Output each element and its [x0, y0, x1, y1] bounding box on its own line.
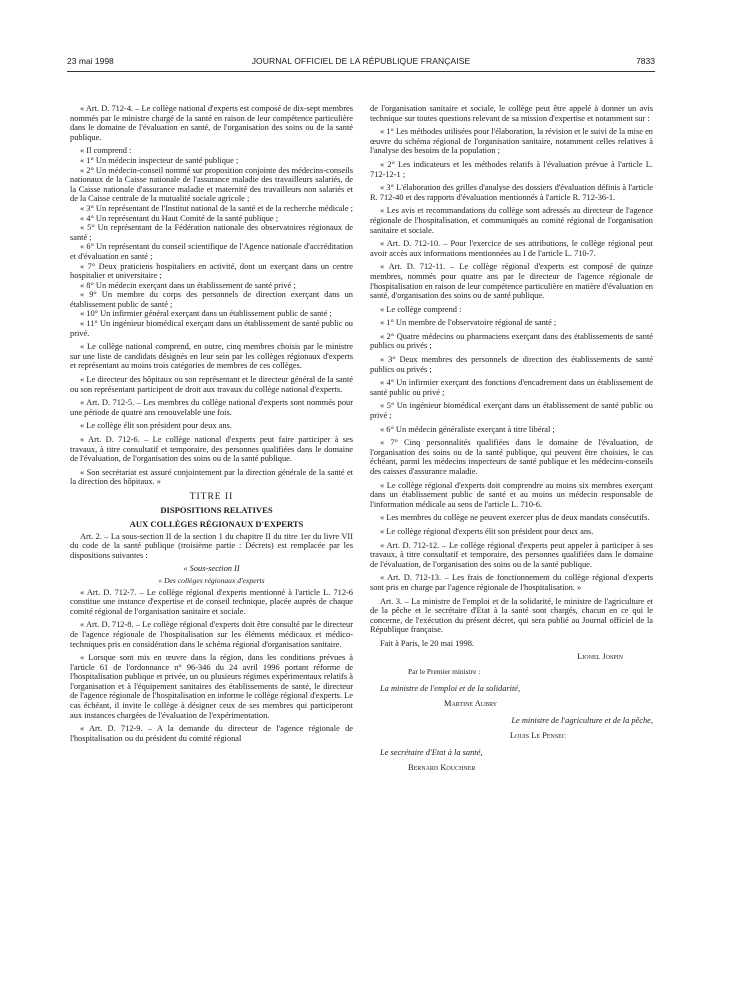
list-item: « 3° L'élaboration des grilles d'analyse des dossiers d'évaluation définis à l'article R. 712-40 et des rapports d'évaluation mentionnés à l'article R. 712-36-1. [370, 183, 653, 202]
list-item: « 7° Cinq personnalités qualifiées dans le domaine de l'évaluation, de l'organisation des soins ou de la santé publique, qui peuvent être choisies, le cas échéant, parmi les médecins inspecteurs de santé publique et les médecins-conseils des caisses d'assurance maladie. [370, 438, 653, 476]
list-item: « 9° Un membre du corps des personnels de direction exerçant dans un établissement public de santé ; [70, 290, 353, 309]
signatory-name: Lionel Jospin [577, 651, 623, 661]
article-d712-12: « Art. D. 712-12. – Le collège régional d'experts peut appeler à participer à ses travaux, à titre consultatif et temporaire, des personnes qualifiées dans le domaine de l'évaluation, de l'organisation des soins ou de la santé publique. [370, 540, 653, 569]
section-heading: DISPOSITIONS RELATIVES [160, 504, 273, 515]
list-item: « 6° Un médecin généraliste exerçant à titre libéral ; [380, 424, 555, 434]
section-heading: AUX COLLÈGES RÉGIONAUX D'EXPERTS [129, 518, 304, 529]
article-d712-4: « Art. D. 712-4. – Le collège national d'experts est composé de dix-sept membres nommés par le ministre chargé de la santé en raison de leur compétence particulière dans le domaine de l'évaluation en santé, de l'organisation des soins ou de la santé publique. [70, 104, 353, 142]
minister-title: La ministre de l'emploi et de la solidarité, [380, 683, 521, 693]
paragraph: « Le collège régional d'experts élit son président pour deux ans. [380, 526, 594, 536]
article-d712-9: « Art. D. 712-9. – A la demande du directeur de l'agence régionale de l'hospitalisation ou du président du comité régional [70, 724, 353, 743]
list-item: « 2° Un médecin-conseil nommé sur proposition conjointe des médecins-conseils nationaux de la Caisse nationale de l'assurance maladie des travailleurs salariés, de la Caisse nationale d'assurance maladie et maternité des travailleurs non salariés et de la Caisse centrale de la mutualité sociale agricole ; [70, 165, 353, 204]
minister-title: Le ministre de l'agriculture et de la pêche, [511, 715, 653, 725]
list-item: « 5° Un représentant de la Fédération nationale des observatoires régionaux de santé ; [70, 223, 353, 242]
article-d712-11: « Art. D. 712-11. – Le collège régional d'experts est composé de quinze membres, nommés pour quatre ans par le directeur de l'agence régionale de l'hospitalisation en raison de leur compétence particulière en matière d'évaluation en santé, d'organisation des soins ou de santé publique. [370, 262, 653, 301]
list-item: « 6° Un représentant du conseil scientifique de l'Agence nationale d'accréditation et d'évaluation en santé ; [70, 242, 353, 261]
article-3: Art. 3. – La ministre de l'emploi et de la solidarité, le ministre de l'agriculture et de la pêche et le secrétaire d'Etat à la santé sont chargés, chacun en ce qui le concerne, de l'exécution du présent décret, qui sera publié au Journal officiel de la République française. [370, 596, 653, 635]
paragraph: « Les avis et recommandations du collège sont adressés au directeur de l'agence régionale de l'hospitalisation, et communiqués au comité régional de l'organisation sanitaire et sociale. [370, 206, 653, 235]
minister-title: Le secrétaire d'Etat à la santé, [380, 747, 483, 757]
list-item: « 8° Un médecin exerçant dans un établissement de santé privé ; [80, 280, 296, 290]
header-rule [67, 71, 655, 72]
paragraph: « Le collège comprend : [380, 304, 462, 314]
signature-intro: Par le Premier ministre : [408, 666, 481, 676]
paragraph: « Le collège régional d'experts doit comprendre au moins six membres exerçant dans un établissement public de santé et au moins un médecin responsable de l'information médicale au sens de l'article L. 710-6. [370, 480, 653, 509]
article-d712-8: « Art. D. 712-8. – Le collège régional d'experts doit être consulté par le directeur de l'agence régionale de l'hospitalisation sur les éléments médicaux et médico-techniques pris en considération dans le schéma régional d'organisation sanitaire. [70, 620, 353, 649]
list-item: « 1° Les méthodes utilisées pour l'élaboration, la révision et le suivi de la mise en œuvre du schéma régional de l'organisation sanitaire, notamment celles relatives à l'analyse des besoins de la population ; [370, 127, 653, 156]
list-item: « 5° Un ingénieur biomédical exerçant dans un établissement de santé public ou privé ; [370, 401, 653, 421]
article-d712-5: « Art. D. 712-5. – Les membres du collège national d'experts sont nommés pour une période de quatre ans renouvelable une fois. [70, 398, 353, 417]
list-item: « 2° Les indicateurs et les méthodes relatifs à l'évaluation prévue à l'article L. 712-12-1 ; [370, 159, 653, 179]
list-item: « 7° Deux praticiens hospitaliers en activité, dont un exerçant dans un centre hospitalier et universitaire ; [70, 261, 353, 281]
paragraph: « Le collège élit son président pour deux ans. [80, 421, 232, 431]
list-item: « 3° Un représentant de l'Institut national de la santé et de la recherche médicale ; [80, 203, 353, 213]
list-item: « 10° Un infirmier général exerçant dans un établissement public de santé ; [80, 309, 332, 319]
list-item: « 2° Quatre médecins ou pharmaciens exerçant dans des établissements de santé publics ou privés ; [370, 331, 653, 351]
article-d712-13: « Art. D. 712-13. – Les frais de fonctionnement du collège régional d'experts sont pris en charge par l'agence régionale de l'hospitalisation. » [370, 573, 653, 592]
signature-date: Fait à Paris, le 20 mai 1998. [380, 638, 474, 648]
paragraph: « Il comprend : [80, 146, 132, 156]
signatory-name: Martine Aubry [444, 698, 498, 708]
subsection-heading: « Sous-section II [183, 564, 240, 574]
page-header [67, 56, 655, 70]
paragraph: « Lorsque sont mis en œuvre dans la région, dans les conditions prévues à l'article 61 de l'ordonnance n° 96-346 du 24 avril 1996 portant réforme de l'hospitalisation publique et privée, un ou plusieurs régimes expérimentaux relatifs à l'organisation et à l'équipement sanitaires des établissements de santé, le directeur de l'agence régionale de l'hospitalisation en informe le collège régional d'experts. Le cas échéant, il invite le collège à désigner ceux de ses membres qui participeront aux instances chargées de l'évaluation de l'expérimentation. [70, 653, 353, 720]
header-date: 23 mai 1998 [67, 56, 114, 66]
article-2: Art. 2. – La sous-section II de la section 1 du chapitre II du titre 1er du livre VII du code de la santé publique (troisième partie : Décrets) est remplacée par les dispositions suivantes : [70, 531, 353, 560]
paragraph: de l'organisation sanitaire et sociale, le collège peut être appelé à donner un avis technique sur toutes questions relevant de sa mission d'expertise et notamment sur : [370, 104, 653, 123]
article-d712-6: « Art. D. 712-6. – Le collège national d'experts peut faire participer à ses travaux, à titre consultatif et temporaire, des personnes qualifiées dans le domaine de l'évaluation, de l'organisation des soins ou de la santé publique. [70, 435, 353, 464]
journal-title: JOURNAL OFFICIEL DE LA RÉPUBLIQUE FRANÇAISE [251, 56, 471, 66]
paragraph: « Son secrétariat est assuré conjointement par la direction générale de la santé et la direction des hôpitaux. » [70, 467, 353, 487]
subsection-subheading: « Des collèges régionaux d'experts [158, 575, 265, 585]
paragraph: « Le collège national comprend, en outre, cinq membres choisis par le ministre sur une liste de candidats désignés en leur sein par les collèges régionaux d'experts et représentant au moins trois catégories de membres de ces collèges. [70, 342, 353, 371]
list-item: « 3° Deux membres des personnels de direction des établissements de santé publics ou privés ; [370, 355, 653, 374]
signatory-name: Bernard Kouchner [408, 762, 476, 772]
article-d712-10: « Art. D. 712-10. – Pour l'exercice de ses attributions, le collège régional peut avoir accès aux informations mentionnées au I de l'article L. 710-7. [370, 239, 653, 258]
left-column [70, 104, 353, 747]
paragraph: « Le directeur des hôpitaux ou son représentant et le directeur général de la santé ou son représentant participent de droit aux travaux du collège national d'experts. [70, 375, 353, 394]
list-item: « 11° Un ingénieur biomédical exerçant dans un établissement de santé public ou privé. [70, 319, 353, 338]
page-number: 7833 [636, 56, 655, 66]
list-item: « 4° Un infirmier exerçant des fonctions d'encadrement dans un établissement de santé public ou privé ; [370, 378, 653, 397]
list-item: « 1° Un médecin inspecteur de santé publique ; [80, 155, 239, 165]
list-item: « 4° Un représentant du Haut Comité de la santé publique ; [80, 213, 279, 223]
list-item: « 1° Un membre de l'observatoire régional de santé ; [380, 318, 557, 328]
right-column [370, 104, 653, 777]
paragraph: « Les membres du collège ne peuvent exercer plus de deux mandats consécutifs. [380, 513, 650, 523]
signatory-name: Louis Le Pensec [510, 730, 566, 740]
title-heading: TITRE II [189, 491, 234, 502]
article-d712-7: « Art. D. 712-7. – Le collège régional d'experts mentionné à l'article L. 712-6 constitue une instance d'expertise et de conseil technique, placée auprès de chaque comité régional de l'organisation sanitaire et sociale. [70, 587, 353, 616]
